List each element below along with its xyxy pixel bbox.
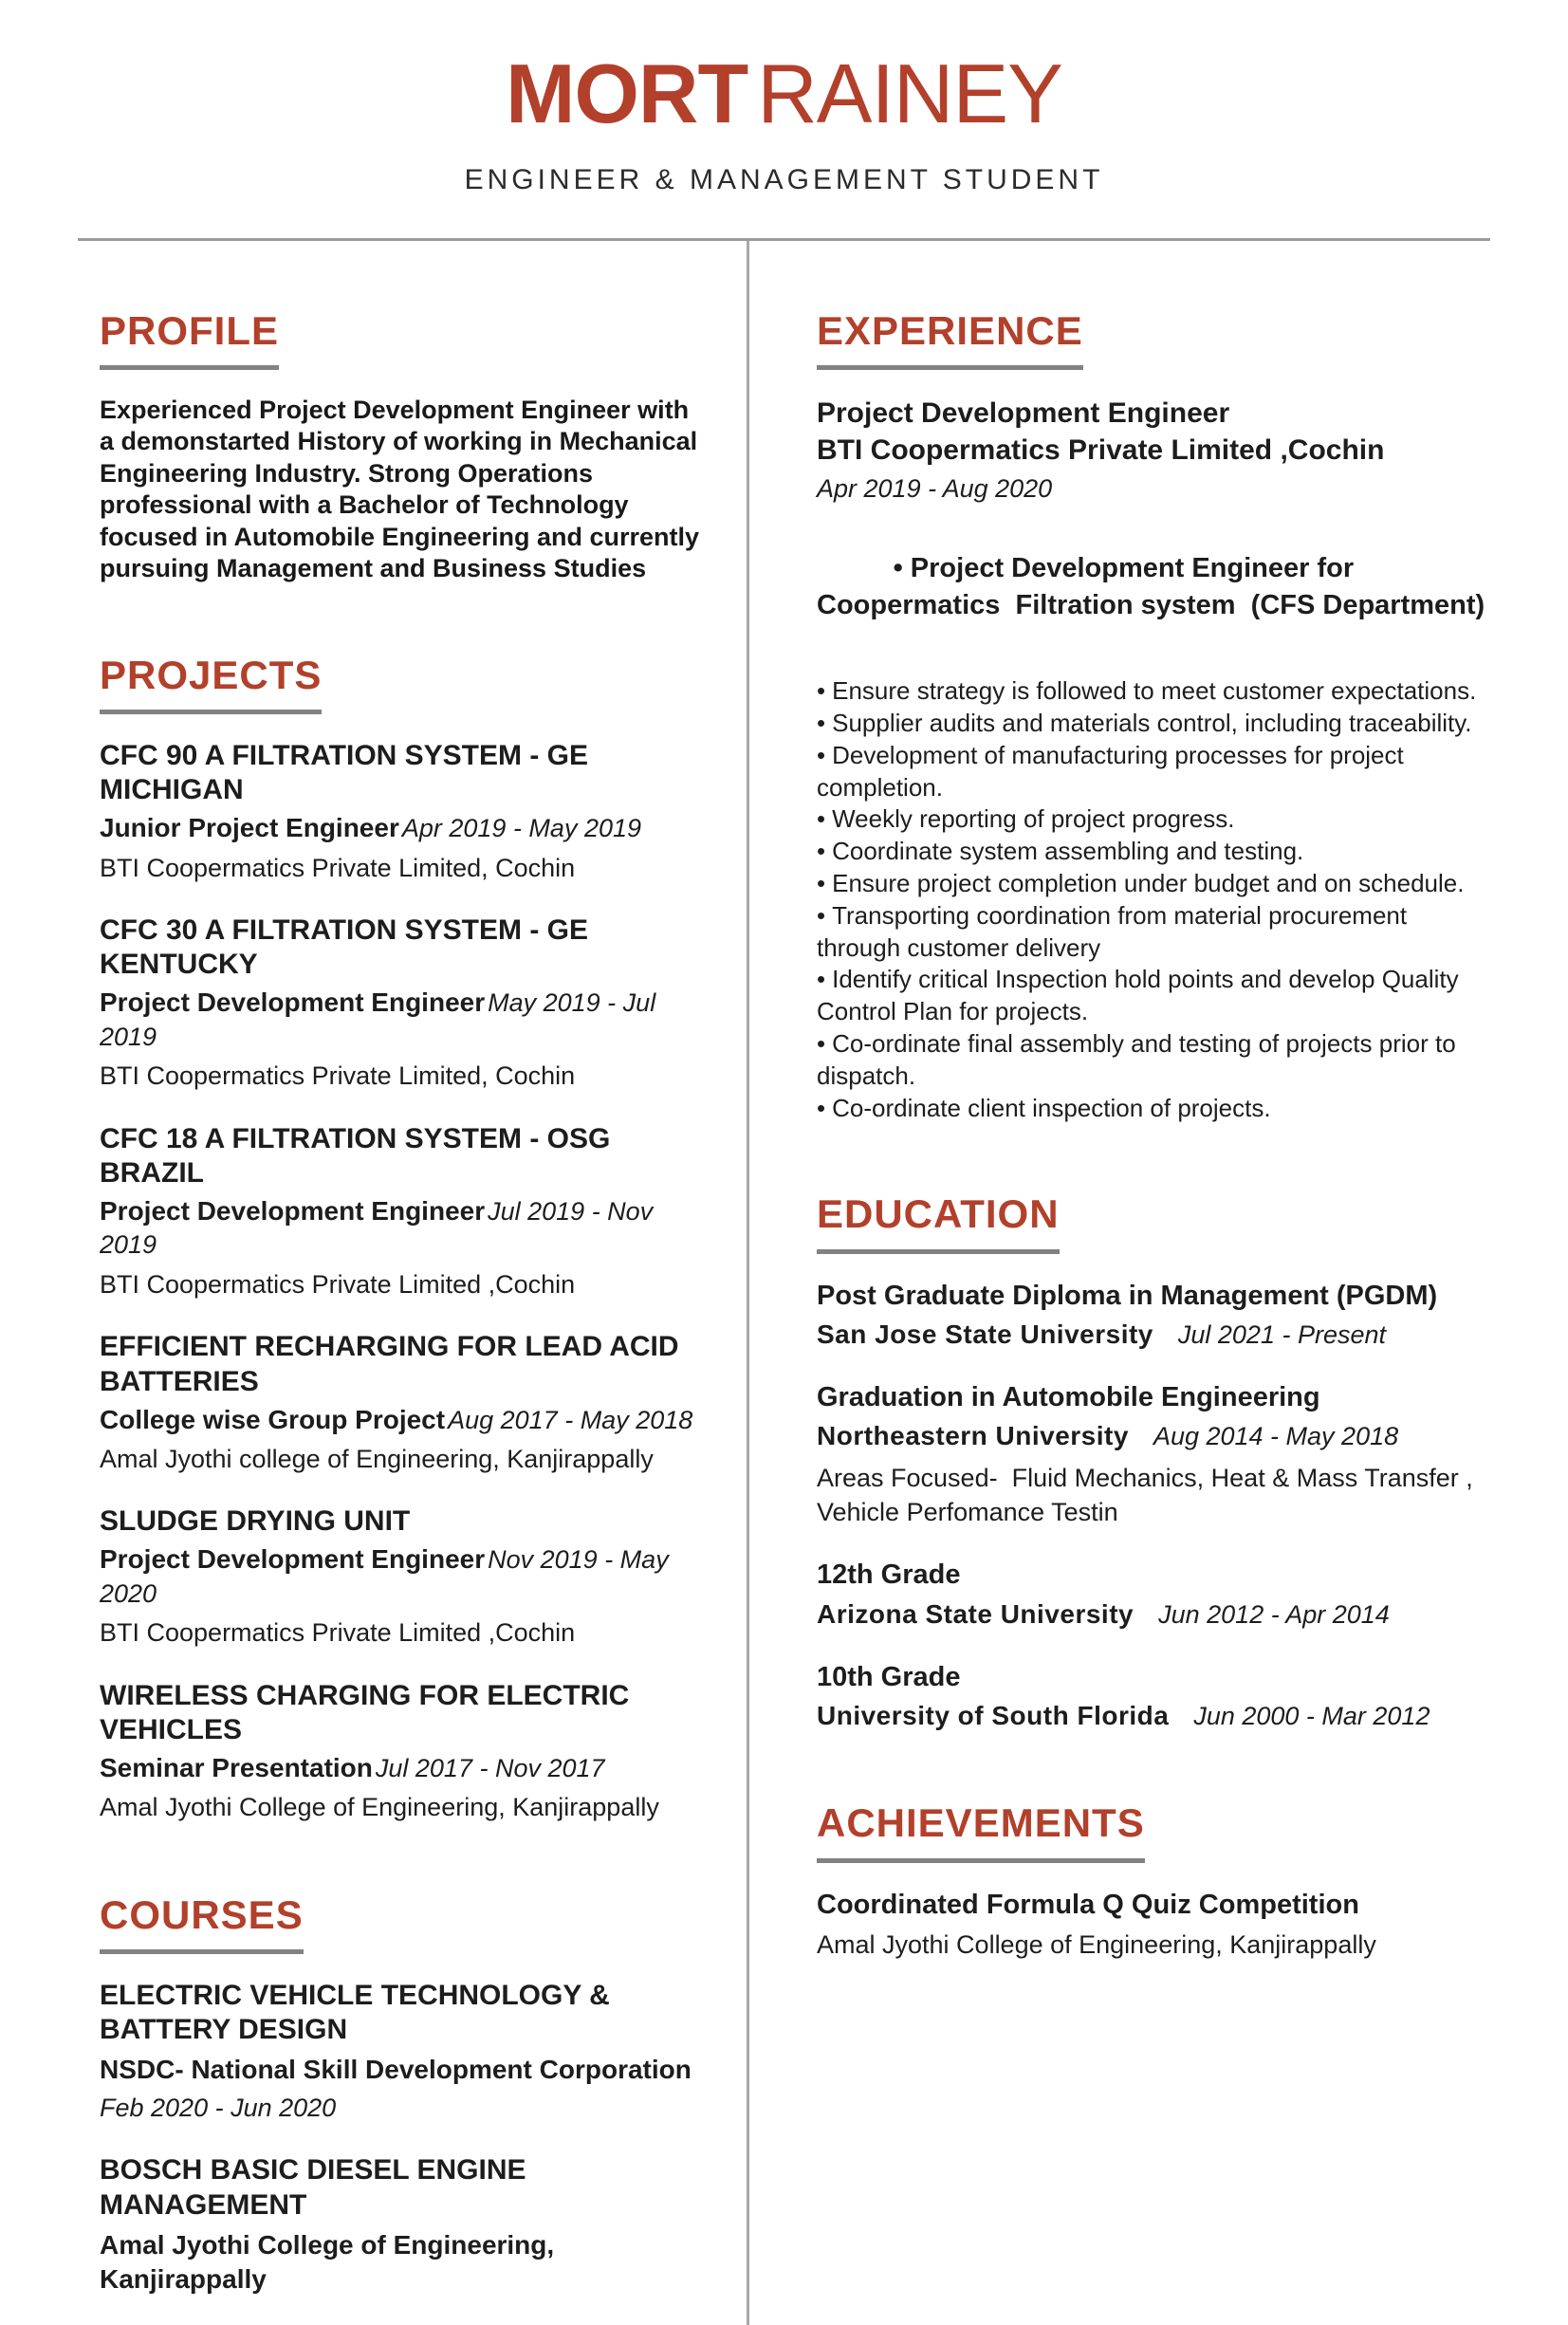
education-school-line <box>817 1419 1486 1453</box>
project-date: Aug 2017 - May 2018 <box>448 1405 693 1434</box>
education-heading: EDUCATION <box>817 1192 1486 1253</box>
bullet-item <box>817 868 1486 900</box>
project-organization: BTI Coopermatics Private Limited ,Cochin <box>100 1270 576 1300</box>
bullet-marker: • <box>817 676 826 706</box>
project-role: Project Development Engineer <box>100 1543 486 1574</box>
achievements-heading: ACHIEVEMENTS <box>817 1801 1486 1862</box>
project-role-line <box>100 1751 707 1785</box>
project-item <box>100 1122 707 1302</box>
project-date: Apr 2019 - May 2019 <box>401 813 642 842</box>
education-school-line <box>817 1318 1486 1352</box>
experience-heading: EXPERIENCE <box>817 309 1486 370</box>
resume-header <box>0 0 1568 196</box>
bullet-marker: • <box>817 869 826 898</box>
project-role: Project Development Engineer <box>100 1195 486 1226</box>
bullet-item <box>817 964 1486 1028</box>
project-title: CFC 90 A FILTRATION SYSTEM - GE MICHIGAN <box>100 739 589 806</box>
bullet-marker: • <box>817 804 826 834</box>
bullet-item <box>817 836 1486 868</box>
candidate-last-name: RAINEY <box>757 46 1062 140</box>
bullet-marker: • <box>817 837 826 866</box>
course-item <box>100 2153 707 2297</box>
achievement-title: Coordinated Formula Q Quiz Competition <box>817 1889 1359 1920</box>
courses-heading: COURSES <box>100 1893 707 1954</box>
bullet-marker: • <box>817 965 826 994</box>
course-date: Feb 2020 - Jun 2020 <box>100 2094 337 2123</box>
profile-summary: Experienced Project Development Engineer with a demonstarted History of working in Mechanical Engineering Industry. Strong Operations professional with a Bachelor of Technology focused in Automobile Engineering and currently pursuing Management and Business Studies <box>100 395 700 583</box>
project-role: Project Development Engineer <box>100 987 486 1017</box>
bullet-marker: • <box>817 1029 826 1059</box>
project-role-line <box>100 811 707 845</box>
education-date: Aug 2014 - May 2018 <box>1153 1422 1399 1451</box>
course-title: ELECTRIC VEHICLE TECHNOLOGY & BATTERY DESIGN <box>100 1979 610 2046</box>
experience-highlight <box>817 513 1486 660</box>
bullet-text: Identify critical Inspection hold points and develop Quality Control Plan for projects. <box>817 965 1459 1026</box>
project-date: Jul 2019 - Nov 2019 <box>100 1196 654 1260</box>
left-column <box>78 241 747 2325</box>
bullet-item <box>817 708 1486 740</box>
education-school: Arizona State University <box>817 1598 1134 1629</box>
bullet-text: Ensure strategy is followed to meet customer expectations. <box>832 676 1477 706</box>
education-item <box>817 1660 1486 1734</box>
section-projects <box>100 654 707 1825</box>
project-date: Jul 2017 - Nov 2017 <box>375 1753 605 1782</box>
candidate-first-name: MORT <box>506 46 748 140</box>
education-note: Areas Focused- Fluid Mechanics, Heat & Mass Transfer , Vehicle Perfomance Testin <box>817 1463 1481 1526</box>
education-item <box>817 1558 1486 1632</box>
bullet-item <box>817 740 1486 804</box>
profile-heading: PROFILE <box>100 309 707 370</box>
course-item <box>100 1979 707 2126</box>
education-school-line <box>817 1597 1486 1632</box>
bullet-marker: • <box>817 1093 826 1122</box>
achievement-item <box>817 1888 1486 1963</box>
right-column <box>749 241 1490 2325</box>
course-title: BOSCH BASIC DIESEL ENGINE MANAGEMENT <box>100 2154 526 2222</box>
education-item <box>817 1279 1486 1353</box>
project-organization: Amal Jyothi college of Engineering, Kanjirappally <box>100 1445 654 1474</box>
bullet-text: Development of manufacturing processes for project completion. <box>817 740 1404 802</box>
project-title: CFC 30 A FILTRATION SYSTEM - GE KENTUCKY <box>100 913 589 981</box>
bullet-text: Co-ordinate final assembly and testing of projects prior to dispatch. <box>817 1029 1456 1090</box>
experience-highlight-text: Project Development Engineer for Coopermatics Filtration system (CFS Department) <box>817 552 1485 620</box>
project-role-line <box>100 1403 707 1437</box>
candidate-title: ENGINEER & MANAGEMENT STUDENT <box>464 163 1104 195</box>
course-provider: NSDC- National Skill Development Corporation <box>100 2054 692 2084</box>
project-date: Nov 2019 - May 2020 <box>100 1544 669 1608</box>
project-item <box>100 739 707 885</box>
project-role-line <box>100 1194 707 1263</box>
education-date: Jun 2012 - Apr 2014 <box>1158 1599 1390 1629</box>
experience-bullet-list <box>817 675 1486 1124</box>
bullet-item <box>817 675 1486 708</box>
education-school: Northeastern University <box>817 1421 1129 1451</box>
education-degree: Post Graduate Diploma in Management (PGDM) <box>817 1280 1438 1311</box>
bullet-text: Coordinate system assembling and testing. <box>832 837 1304 866</box>
project-role: College wise Group Project <box>100 1404 446 1434</box>
project-title: WIRELESS CHARGING FOR ELECTRIC VEHICLES <box>100 1679 630 1746</box>
project-role: Seminar Presentation <box>100 1752 373 1782</box>
project-title: EFFICIENT RECHARGING FOR LEAD ACID BATTERIES <box>100 1331 679 1397</box>
achievement-organization: Amal Jyothi College of Engineering, Kanjirappally <box>817 1930 1376 1960</box>
bullet-marker: • <box>817 740 826 769</box>
section-experience <box>817 309 1486 1125</box>
project-role: Junior Project Engineer <box>100 812 399 842</box>
bullet-text: Ensure project completion under budget and on schedule. <box>832 869 1465 898</box>
resume-body <box>78 241 1490 2325</box>
section-education <box>817 1192 1486 1733</box>
education-item <box>817 1380 1486 1529</box>
education-school-line <box>817 1699 1486 1733</box>
project-item <box>100 1504 707 1650</box>
project-organization: Amal Jyothi College of Engineering, Kanjirappally <box>100 1793 659 1822</box>
education-degree: 12th Grade <box>817 1559 961 1591</box>
education-degree: 10th Grade <box>817 1661 961 1692</box>
bullet-marker: • <box>817 900 826 930</box>
bullet-text: Transporting coordination from material procurement through customer delivery <box>817 900 1408 962</box>
education-date: Jul 2021 - Present <box>1177 1319 1386 1349</box>
education-degree: Graduation in Automobile Engineering <box>817 1382 1320 1413</box>
project-item <box>100 1330 707 1476</box>
bullet-item <box>817 1093 1486 1125</box>
bullet-text: Co-ordinate client inspection of projects. <box>832 1093 1271 1122</box>
bullet-marker: • <box>893 552 903 583</box>
bullet-item <box>817 1028 1486 1093</box>
project-title: SLUDGE DRYING UNIT <box>100 1505 411 1538</box>
project-item <box>100 1679 707 1825</box>
course-provider: Amal Jyothi College of Engineering, Kanjirappally <box>100 2229 555 2295</box>
education-school: San Jose State University <box>817 1319 1153 1349</box>
projects-heading: PROJECTS <box>100 654 707 714</box>
project-date: May 2019 - Jul 2019 <box>100 987 656 1051</box>
section-courses <box>100 1893 707 2297</box>
project-item <box>100 913 707 1094</box>
project-organization: BTI Coopermatics Private Limited, Cochin <box>100 853 576 882</box>
bullet-text: Weekly reporting of project progress. <box>832 804 1235 834</box>
education-school: University of South Florida <box>817 1701 1170 1731</box>
section-achievements <box>817 1801 1486 1962</box>
experience-date: Apr 2019 - Aug 2020 <box>817 473 1053 503</box>
bullet-item <box>817 803 1486 836</box>
experience-job-title: Project Development Engineer <box>817 397 1230 429</box>
bullet-marker: • <box>817 709 826 738</box>
bullet-text: Supplier audits and materials control, including traceability. <box>832 709 1472 738</box>
project-role-line <box>100 1542 707 1611</box>
project-organization: BTI Coopermatics Private Limited ,Cochin <box>100 1618 576 1648</box>
candidate-name <box>0 47 1568 141</box>
education-date: Jun 2000 - Mar 2012 <box>1193 1702 1430 1731</box>
project-role-line <box>100 986 707 1054</box>
section-profile <box>100 309 707 585</box>
project-title: CFC 18 A FILTRATION SYSTEM - OSG BRAZIL <box>100 1122 611 1190</box>
experience-company: BTI Coopermatics Private Limited ,Cochin <box>817 434 1385 466</box>
project-organization: BTI Coopermatics Private Limited, Cochin <box>100 1061 576 1091</box>
bullet-item <box>817 900 1486 965</box>
